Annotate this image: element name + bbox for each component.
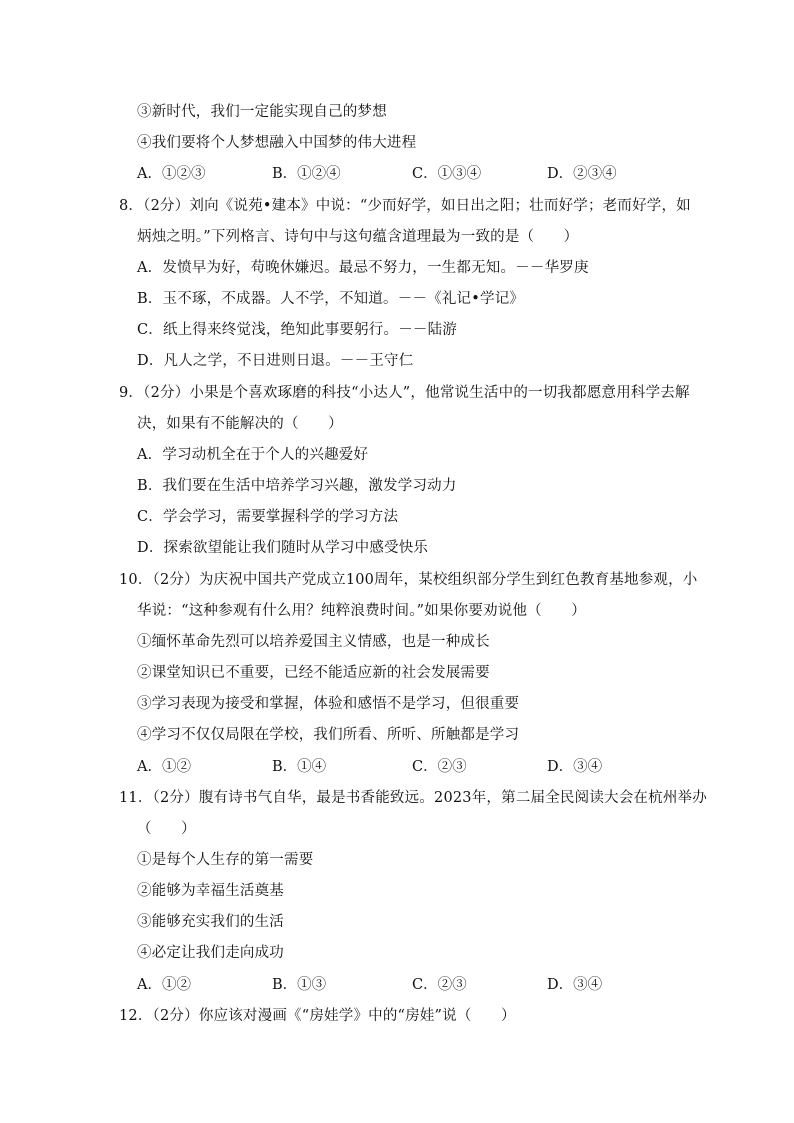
q11-item-1: ①是每个人生存的第一需要 bbox=[137, 852, 314, 868]
q11-item-4: ④必定让我们走向成功 bbox=[137, 945, 284, 961]
q7-option-a: A．①②③ bbox=[137, 166, 206, 182]
q10-item-2: ②课堂知识已不重要，已经不能适应新的社会发展需要 bbox=[137, 665, 490, 681]
q10-stem-line-1: 10．（2分）为庆祝中国共产党成立100周年，某校组织部分学生到红色教育基地参观，小 bbox=[119, 572, 698, 588]
q8-stem-line-1: 8．（2分）刘向《说苑•建本》中说：“少而好学，如日出之阳；壮而好学；老而好学，如 bbox=[119, 198, 691, 214]
q11-stem-line-2: （ ） bbox=[137, 821, 196, 837]
q10-item-4: ④学习不仅仅局限在学校，我们所看、所听、所触都是学习 bbox=[137, 727, 520, 743]
q11-stem-line-1: 11．（2分）腹有诗书气自华，最是书香能致远。2023年，第二届全民阅读大会在杭州举办 bbox=[119, 790, 707, 806]
q11-option-c: C．②③ bbox=[412, 977, 467, 993]
q9-option-b: B．我们要在生活中培养学习兴趣，激发学习动力 bbox=[137, 478, 457, 494]
q10-stem-line-2: 华说：“这种参观有什么用？纯粹浪费时间。”如果你要劝说他（ ） bbox=[137, 603, 586, 619]
q11-option-b: B．①③ bbox=[272, 977, 327, 993]
q8-option-d: D．凡人之学，不日进则日退。－－王守仁 bbox=[137, 353, 414, 369]
q8-stem-line-2: 炳烛之明。”下列格言、诗句中与这句蕴含道理最为一致的是（ ） bbox=[137, 229, 579, 245]
q8-option-c: C．纸上得来终觉浅，绝知此事要躬行。－－陆游 bbox=[137, 322, 457, 338]
q10-option-c: C．②③ bbox=[412, 759, 467, 775]
q9-option-a: A．学习动机全在于个人的兴趣爱好 bbox=[137, 447, 369, 463]
q9-stem-line-1: 9．（2分）小果是个喜欢琢磨的科技“小达人”，他常说生活中的一切我都愿意用科学去解 bbox=[119, 385, 690, 401]
q9-option-d: D．探索欲望能让我们随时从学习中感受快乐 bbox=[137, 540, 429, 556]
q7-option-c: C．①③④ bbox=[412, 166, 482, 182]
q10-option-a: A．①② bbox=[137, 759, 191, 775]
q9-option-c: C．学会学习，需要掌握科学的学习方法 bbox=[137, 509, 399, 525]
q10-option-b: B．①④ bbox=[272, 759, 327, 775]
q10-option-d: D．③④ bbox=[547, 759, 603, 775]
q10-item-3: ③学习表现为接受和掌握，体验和感悟不是学习，但很重要 bbox=[137, 696, 520, 712]
q7-item-4: ④我们要将个人梦想融入中国梦的伟大进程 bbox=[137, 135, 417, 151]
q7-option-b: B．①②④ bbox=[272, 166, 341, 182]
q8-option-b: B．玉不琢，不成器。人不学，不知道。－－《礼记•学记》 bbox=[137, 291, 525, 307]
q7-item-3: ③新时代，我们一定能实现自己的梦想 bbox=[137, 104, 387, 120]
q9-stem-line-2: 决，如果有不能解决的（ ） bbox=[137, 416, 343, 432]
q10-item-1: ①缅怀革命先烈可以培养爱国主义情感，也是一种成长 bbox=[137, 634, 490, 650]
q11-item-3: ③能够充实我们的生活 bbox=[137, 914, 284, 930]
q11-option-d: D．③④ bbox=[547, 977, 603, 993]
q8-option-a: A．发愤早为好，苟晚休嫌迟。最忌不努力，一生都无知。－－华罗庚 bbox=[137, 260, 589, 276]
q12-stem-line-1: 12．（2分）你应该对漫画《“房娃学》中的“房娃”说（ ） bbox=[119, 1008, 516, 1024]
q11-item-2: ②能够为幸福生活奠基 bbox=[137, 883, 284, 899]
q7-option-d: D．②③④ bbox=[547, 166, 617, 182]
q11-option-a: A．①② bbox=[137, 977, 191, 993]
